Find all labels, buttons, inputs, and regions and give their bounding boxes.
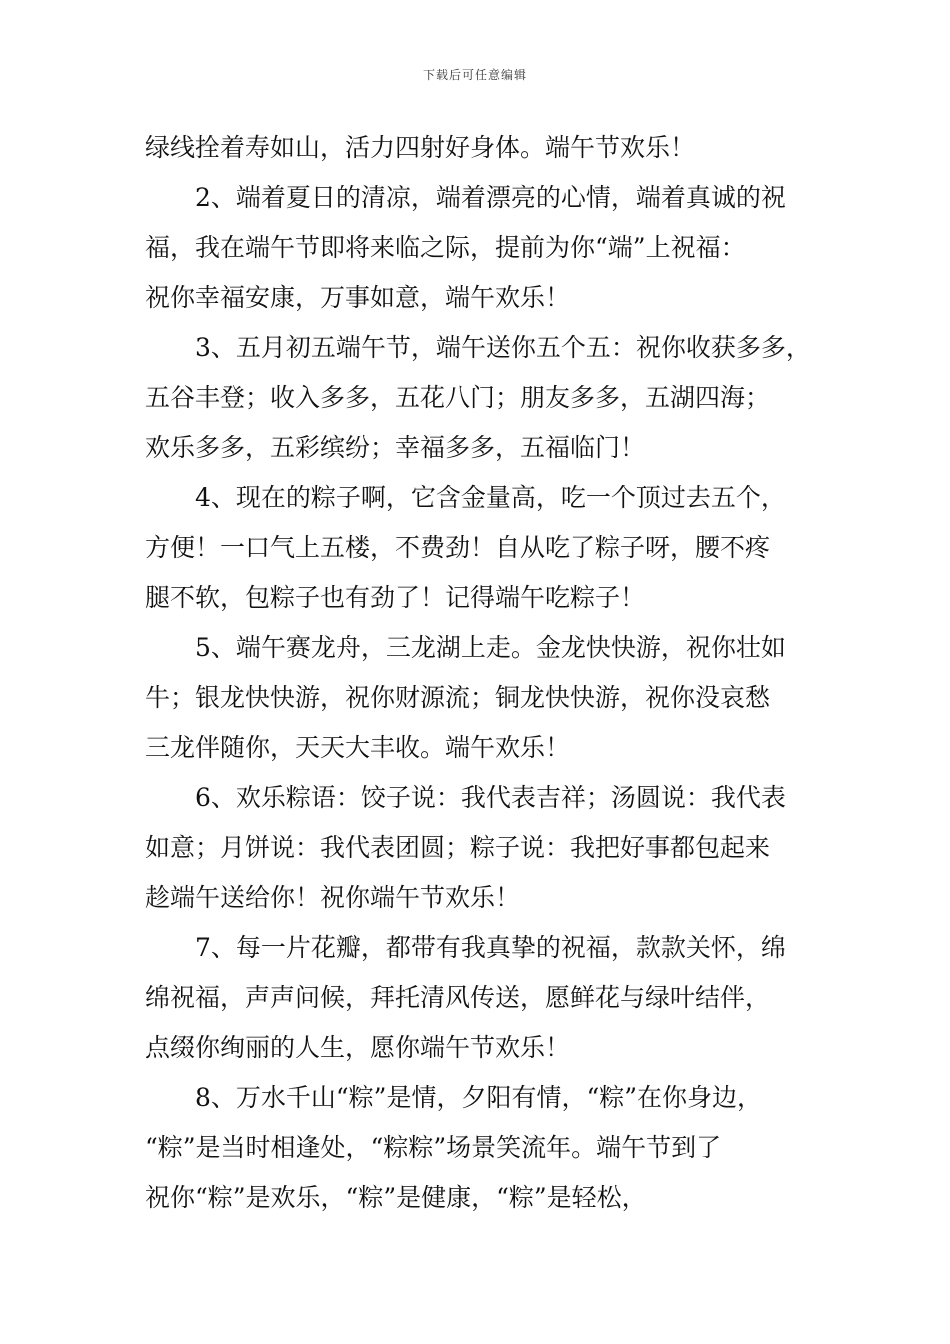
- text-line: 牛；银龙快快游，祝你财源流；铜龙快快游，祝你没哀愁: [145, 683, 771, 712]
- body-text: [145, 123, 813, 1223]
- text-line: 趁端午送给你！祝你端午节欢乐！: [145, 883, 521, 912]
- text-line: 4、现在的粽子啊，它含金量高，吃一个顶过去五个，: [195, 483, 786, 512]
- page-header: 下载后可任意编辑: [422, 68, 527, 82]
- text-line: 5、端午赛龙舟，三龙湖上走。金龙快快游，祝你壮如: [195, 633, 786, 662]
- text-line: 2、端着夏日的清凉，端着漂亮的心情，端着真诚的祝: [195, 183, 786, 212]
- text-line: 8、万水千山“粽”是情，夕阳有情，“粽”在你身边，: [195, 1083, 763, 1112]
- text-line: 3、五月初五端午节，端午送你五个五：祝你收获多多，: [195, 333, 811, 362]
- text-line: 方便！一口气上五楼，不费劲！自从吃了粽子呀，腰不疼: [145, 533, 771, 562]
- text-line: 祝你“粽”是欢乐，“粽”是健康，“粽”是轻松，: [145, 1183, 647, 1212]
- text-line: 点缀你绚丽的人生，愿你端午节欢乐！: [145, 1033, 571, 1062]
- text-line: 绵祝福，声声问候，拜托清风传送，愿鲜花与绿叶结伴，: [145, 983, 771, 1012]
- text-line: 如意；月饼说：我代表团圆；粽子说：我把好事都包起来: [145, 833, 771, 862]
- text-line: 祝你幸福安康，万事如意，端午欢乐！: [145, 283, 571, 312]
- text-line: 腿不软，包粽子也有劲了！记得端午吃粽子！: [145, 583, 646, 612]
- text-line: 6、欢乐粽语：饺子说：我代表吉祥；汤圆说：我代表: [195, 783, 786, 812]
- text-line: “粽”是当时相逢处，“粽粽”场景笑流年。端午节到了: [145, 1133, 722, 1162]
- text-line: 福，我在端午节即将来临之际，提前为你“端”上祝福：: [145, 233, 746, 262]
- text-line: 三龙伴随你，天天大丰收。端午欢乐！: [145, 733, 571, 762]
- text-line: 绿线拴着寿如山，活力四射好身体。端午节欢乐！: [145, 133, 696, 162]
- text-line: 欢乐多多，五彩缤纷；幸福多多，五福临门！: [145, 433, 646, 462]
- text-line: 7、每一片花瓣，都带有我真挚的祝福，款款关怀，绵: [195, 933, 786, 962]
- text-line: 五谷丰登；收入多多，五花八门；朋友多多，五湖四海；: [145, 383, 771, 412]
